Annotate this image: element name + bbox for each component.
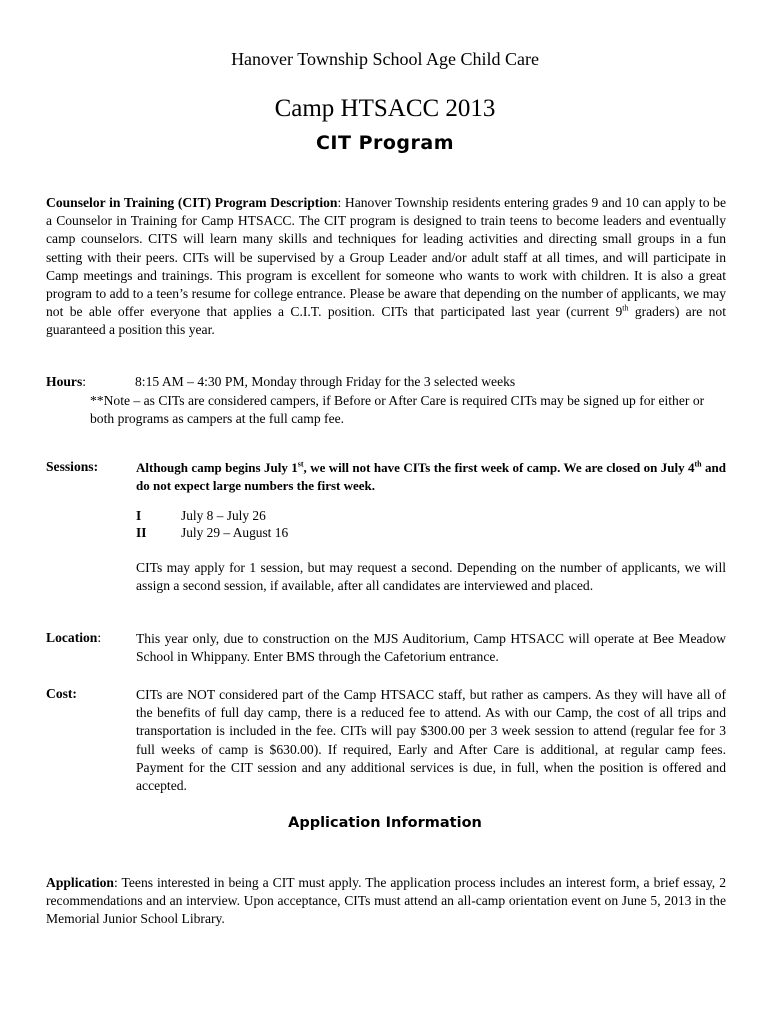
program-title: CIT Program [315, 132, 455, 154]
cost-text: CITs are NOT considered part of the Camp HTSACC staff, but rather as campers. As they will have all of the benefits of full day camp, there is a reduced fee to attend. As with our Camp, the cost of all trips and transportation is included in the fee. CITs will pay $300.00 per 3 week session to attend (regular fee for 3 full weeks of camp is $630.00). If required, Early and After Care is additional, at regular camp fees. Payment for the CIT session and any additional services is due, in full, when the position is offered and accepted. [136, 687, 726, 794]
hours-note: **Note – as CITs are considered campers, if Before or After Care is required CITs may be signed up for either or both programs as campers at the full camp fee. [90, 393, 705, 427]
sessions-note-part2: , we will not have CITs the first week of camp. We are closed on July 4 [303, 460, 695, 475]
sessions-note-part1: Although camp begins July 1 [136, 460, 298, 475]
sessions-note-sup1: st [297, 459, 304, 469]
organization-name: Hanover Township School Age Child Care [231, 49, 539, 69]
session-dates: July 8 – July 26 [181, 508, 266, 523]
hours-label: Hours [46, 374, 83, 389]
description-sup: th [622, 303, 629, 313]
sessions-apply-text: CITs may apply for 1 session, but may request a second. Depending on the number of applicants, we will assign a second session, if available, after all candidates are interviewed and placed. [136, 560, 726, 594]
location-text: This year only, due to construction on the MJS Auditorium, Camp HTSACC will operate at Bee Meadow School in Whippany. Enter BMS through the Cafetorium entrance. [136, 631, 726, 665]
description-text-end: graders) are not guaranteed a position this year. [46, 304, 726, 338]
session-number: II [136, 525, 147, 540]
sessions-label: Sessions: [46, 459, 99, 474]
application-text: : Teens interested in being a CIT must apply. The application process includes an interest form, a brief essay, 2 recommendations and an interview. Upon acceptance, CITs must attend an all-camp orientation event on June 5, 2013 in the Memorial Junior School Library. [46, 875, 726, 927]
camp-title: Camp HTSACC 2013 [274, 95, 496, 122]
description-text: : Hanover Township residents entering grades 9 and 10 can apply to be a Counselor in Training for Camp HTSACC. The CIT program is designed to train teens to become leaders and eventually camp counselors. CITS will learn many skills and techniques for leading activities and directing small groups in a fun setting with their peers. CITs will be supervised by a Group Leader and/or adult staff at all times, and will participate in Camp meetings and trainings. This program is excellent for someone who wants to work with children. It is also a great program to add to a teen’s resume for college entrance. Please be aware that depending on the number of applicants, we may not be able offer everyone that applies a C.I.T. position. CITs that participated last year (current 9 [46, 195, 726, 320]
application-information-heading: Application Information [288, 815, 482, 831]
sessions-note-part3: and do not expect large numbers the first week. [136, 460, 727, 493]
sessions-note-sup2: th [694, 459, 702, 469]
location-label-row: Location: [46, 630, 102, 645]
application-label: Application [46, 875, 114, 890]
description-label: Counselor in Training (CIT) Program Description [46, 195, 338, 210]
cost-label: Cost: [46, 686, 77, 701]
hours-value: 8:15 AM – 4:30 PM, Monday through Friday for the 3 selected weeks [135, 374, 516, 389]
sessions-note [136, 459, 726, 494]
application-paragraph [46, 874, 726, 929]
session-number: I [136, 508, 142, 523]
program-description [46, 194, 726, 340]
location-label: Location [46, 630, 98, 645]
session-dates: July 29 – August 16 [181, 525, 289, 540]
hours-label-row: Hours: [46, 374, 87, 389]
